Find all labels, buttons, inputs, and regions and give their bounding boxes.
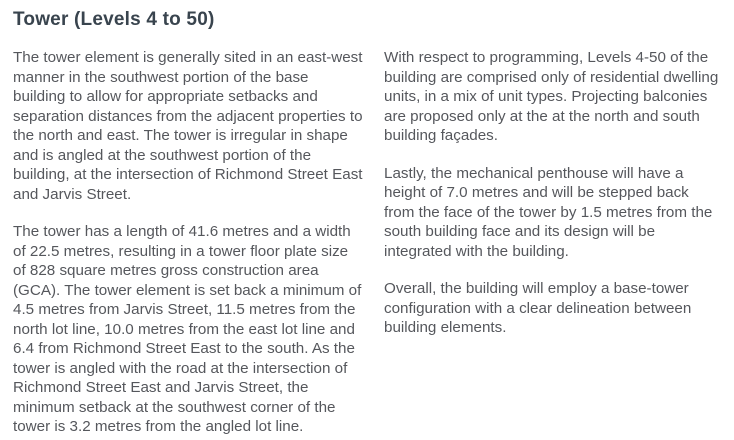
right-column-paragraph-2: Lastly, the mechanical penthouse will have a height of 7.0 metres and will be stepped back from the face of the tower by 1.5 metres from the south building face and its design will be integrated with the building. <box>384 164 713 260</box>
two-column-layout <box>13 48 722 437</box>
right-column-paragraph-1: With respect to programming, Levels 4-50 of the building are comprised only of residential dwelling units, in a mix of unit types. Projecting balconies are proposed only at the at the north and south building façades. <box>384 49 719 144</box>
page-title: Tower (Levels 4 to 50) <box>13 9 215 30</box>
left-column-paragraph-2: The tower has a length of 41.6 metres and a width of 22.5 metres, resulting in a tower floor plate size of 828 square metres gross construction area (GCA). The tower element is set back a minimum of 4.5 metres from Jarvis Street, 11.5 metres from the north lot line, 10.0 metres from the east lot line and 6.4 from Richmond Street East to the south. As the tower is angled with the road at the intersection of Richmond Street East and Jarvis Street, the minimum setback at the southwest corner of the tower is 3.2 metres from the angled lot line. <box>13 223 362 435</box>
left-column-paragraph-1: The tower element is generally sited in an east-west manner in the southwest portion of the base building to allow for appropriate setbacks and separation distances from the adjacent properties to the north and east. The tower is irregular in shape and is angled at the southwest portion of the building, at the intersection of Richmond Street East and Jarvis Street. <box>13 49 363 203</box>
right-column <box>384 48 723 338</box>
right-column-paragraph-3: Overall, the building will employ a base-tower configuration with a clear delineation between building elements. <box>384 280 692 336</box>
left-column <box>13 48 363 437</box>
